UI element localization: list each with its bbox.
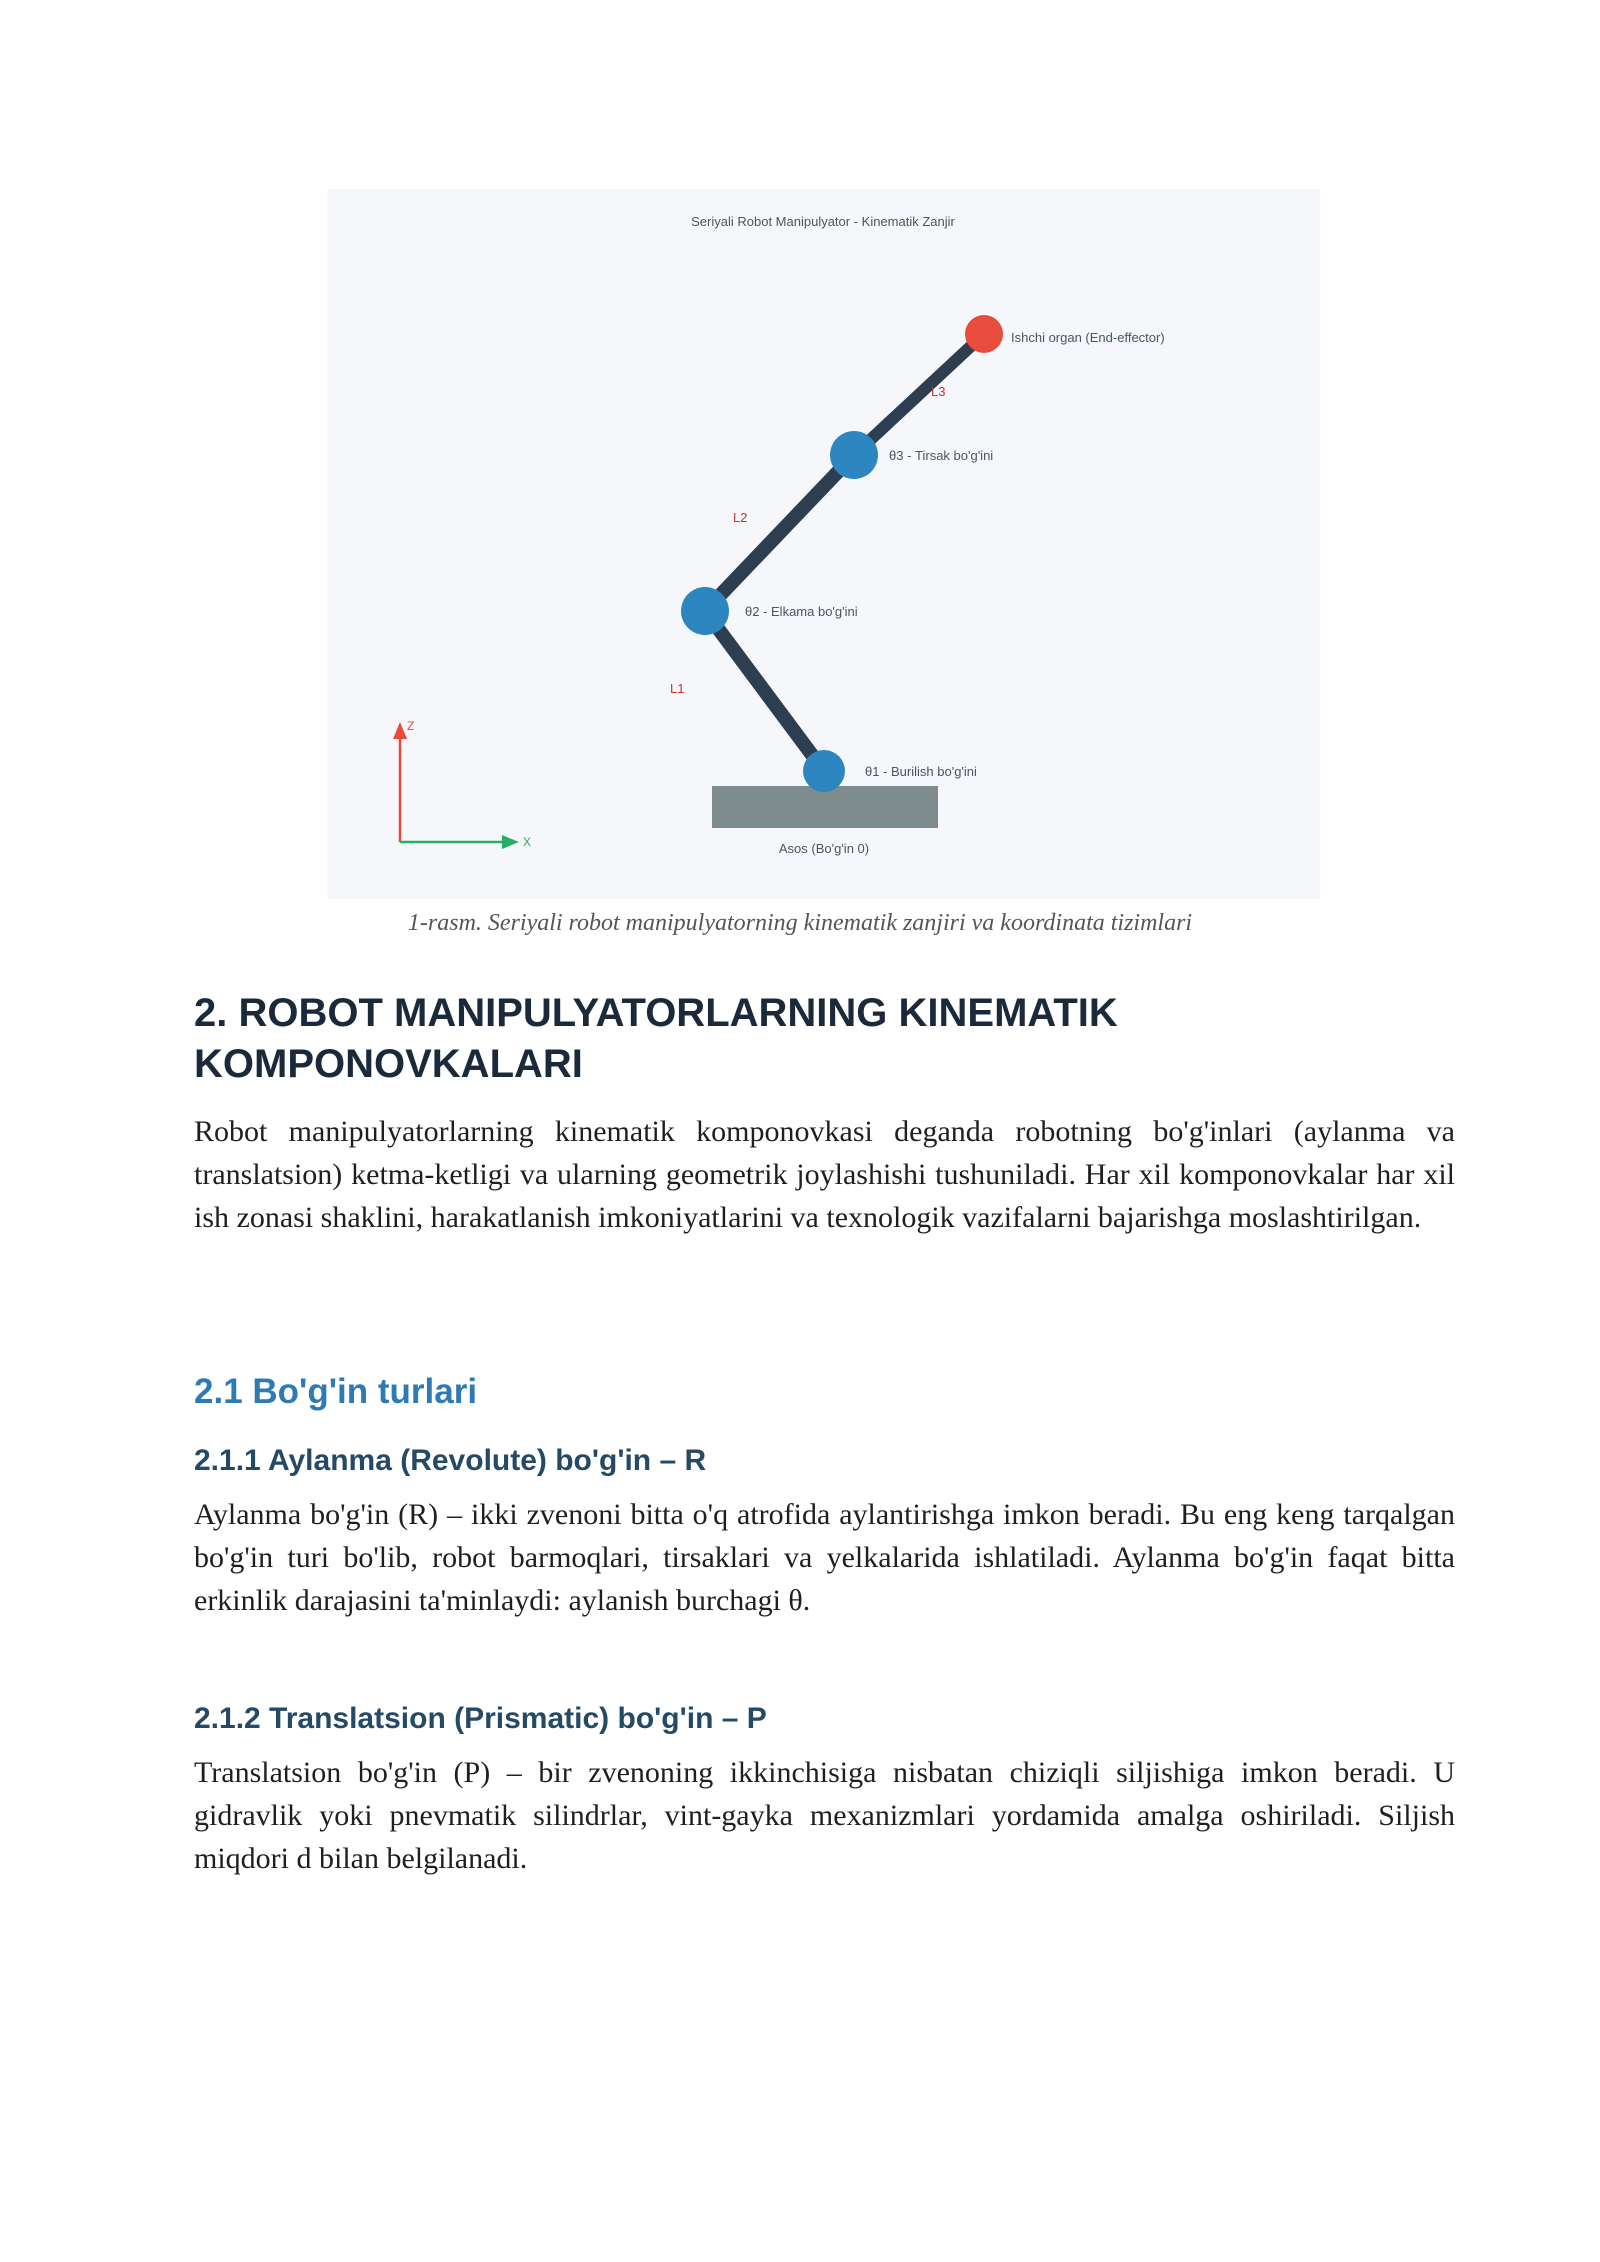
end-effector-label: Ishchi organ (End-effector) — [1011, 330, 1165, 345]
prismatic-paragraph: Translatsion bo'g'in (P) – bir zvenoning ikkinchisiga nisbatan chiziqli siljishiga imkon beradi. U gidravlik yoki pnevmatik silindrlar, vint-gayka mexanizmlari yordamida amalga oshiriladi. Siljish miqdori d bilan belgilanadi. — [194, 1756, 1455, 1875]
section-heading: 2. ROBOT MANIPULYATORLARNING KINEMATIK KOMPONOVKALARI — [194, 991, 1118, 1086]
subsection-heading: 2.1 Bo'g'in turlari — [194, 1372, 478, 1411]
joint-3-tirsak — [830, 431, 878, 479]
kinematic-chain-figure — [327, 189, 1320, 899]
joint-1-burilish — [803, 750, 845, 792]
z-axis-arrowhead — [393, 722, 407, 739]
joint-2-label: θ2 - Elkama bo'g'ini — [745, 604, 858, 619]
base-block — [712, 786, 938, 828]
base-label: Asos (Bo'g'in 0) — [778, 841, 870, 856]
z-axis-label: Z — [407, 719, 415, 733]
figure-caption: 1-rasm. Seriyali robot manipulyatorning kinematik zanjiri va koordinata tizimlari — [407, 910, 1193, 936]
link-1-label: L1 — [670, 681, 685, 696]
end-effector — [965, 315, 1003, 353]
prismatic-heading: 2.1.2 Translatsion (Prismatic) bo'g'in – P — [194, 1702, 767, 1735]
link-2 — [705, 455, 854, 611]
link-1 — [705, 611, 824, 771]
joint-3-label: θ3 - Tirsak bo'g'ini — [889, 448, 994, 463]
link-3 — [854, 334, 984, 455]
revolute-heading: 2.1.1 Aylanma (Revolute) bo'g'in – R — [194, 1444, 707, 1477]
joint-1-label: θ1 - Burilish bo'g'ini — [865, 764, 977, 779]
section-paragraph: Robot manipulyatorlarning kinematik komponovkasi deganda robotning bo'g'inlari (aylanma va translatsion) ketma-ketligi va ularning geometrik joylashishi tushuniladi. Har xil komponovkalar har xil ish zonasi shaklini, harakatlanish imkoniyatlarini va texnologik vazifalarni bajarishga moslashtirilgan. — [194, 1115, 1455, 1234]
link-3-label: L3 — [931, 384, 946, 399]
joint-2-elkama — [681, 587, 729, 635]
revolute-paragraph: Aylanma bo'g'in (R) – ikki zvenoni bitta o'q atrofida aylantirishga imkon beradi. Bu eng keng tarqalgan bo'g'in turi bo'lib, robot barmoqlari, tirsaklari va yelkalarida ishlatiladi. Aylanma bo'g'in faqat bitta erkinlik darajasini ta'minlaydi: aylanish burchagi θ. — [194, 1498, 1455, 1617]
x-axis-arrowhead — [502, 835, 519, 849]
figure-title: Seriyali Robot Manipulyator - Kinematik Zanjir — [691, 214, 955, 229]
link-2-label: L2 — [733, 510, 748, 525]
x-axis-label: X — [523, 835, 532, 849]
